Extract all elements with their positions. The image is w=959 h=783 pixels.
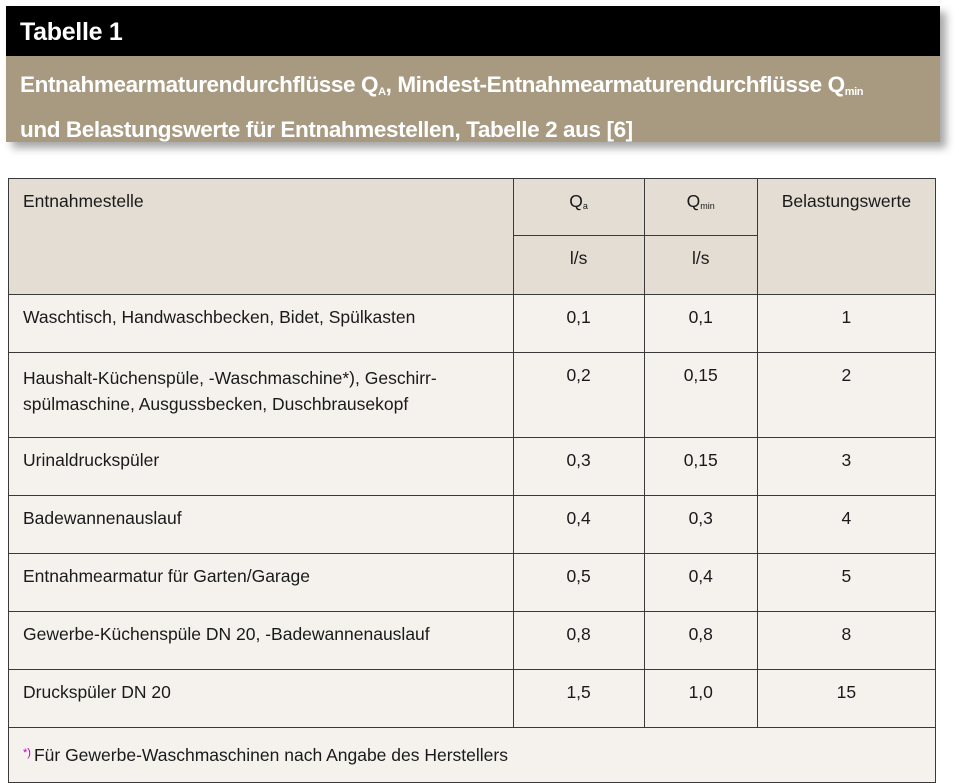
table-row xyxy=(9,496,936,554)
table-footnote xyxy=(9,728,936,783)
table-subtitle xyxy=(6,56,940,142)
row-qa: 1,5 xyxy=(513,670,644,728)
row-belastungswert: 15 xyxy=(757,670,935,728)
row-belastungswert: 3 xyxy=(757,438,935,496)
row-name: Haushalt-Küchenspüle, -Waschmaschine*), Geschirr- spülmaschine, Ausgussbecken, Duschbrausekopf xyxy=(9,353,514,438)
row-qmin: 0,4 xyxy=(644,554,757,612)
row-qmin: 0,15 xyxy=(644,438,757,496)
row-qa: 0,5 xyxy=(513,554,644,612)
row-belastungswert: 1 xyxy=(757,295,935,353)
row-qa: 0,8 xyxy=(513,612,644,670)
table-row xyxy=(9,670,936,728)
unit-qmin: l/s xyxy=(644,236,757,295)
row-belastungswert: 2 xyxy=(757,353,935,438)
row-qmin: 1,0 xyxy=(644,670,757,728)
footnote-text: Für Gewerbe-Waschmaschinen nach Angabe des Herstellers xyxy=(33,744,508,765)
row-qa: 0,4 xyxy=(513,496,644,554)
row-qa: 0,2 xyxy=(513,353,644,438)
row-name: Waschtisch, Handwaschbecken, Bidet, Spülkasten xyxy=(9,295,514,353)
header-qa: $Q_a$ xyxy=(513,179,644,236)
table-row xyxy=(9,295,936,353)
row-name: Badewannenauslauf xyxy=(9,496,514,554)
row-belastungswert: 5 xyxy=(757,554,935,612)
table-row xyxy=(9,612,936,670)
row-name: Gewerbe-Küchenspüle DN 20, -Badewannenauslauf xyxy=(9,612,514,670)
row-qmin: 0,15 xyxy=(644,353,757,438)
row-belastungswert: 4 xyxy=(757,496,935,554)
table-caption xyxy=(6,6,940,142)
table-title: Tabelle 1 xyxy=(6,6,940,56)
unit-qa: l/s xyxy=(513,236,644,295)
table-header-row xyxy=(9,179,936,236)
table-row xyxy=(9,438,936,496)
header-qmin: $Q_{min}$ xyxy=(644,179,757,236)
row-qmin: 0,8 xyxy=(644,612,757,670)
row-name: Druckspüler DN 20 xyxy=(9,670,514,728)
subtitle-line-2: und Belastungswerte für Entnahmestellen, Tabelle 2 aus [6] xyxy=(20,117,633,142)
row-qa: 0,1 xyxy=(513,295,644,353)
header-belastungswerte: Belastungswerte xyxy=(757,179,935,295)
subtitle-line-1: Entnahmearmaturendurchflüsse $Q_A$, Mindest-Entnahmearmaturendurchflüsse $Q_{min}$ xyxy=(20,72,864,98)
table-row xyxy=(9,353,936,438)
data-table xyxy=(8,178,936,783)
row-name: Entnahmearmatur für Garten/Garage xyxy=(9,554,514,612)
row-belastungswert: 8 xyxy=(757,612,935,670)
row-qmin: 0,1 xyxy=(644,295,757,353)
footnote-marker: *) xyxy=(23,746,31,759)
header-entnahmestelle: Entnahmestelle xyxy=(9,179,514,295)
row-qmin: 0,3 xyxy=(644,496,757,554)
table-footnote-row xyxy=(9,728,936,783)
row-qa: 0,3 xyxy=(513,438,644,496)
row-name: Urinaldruckspüler xyxy=(9,438,514,496)
table-row xyxy=(9,554,936,612)
